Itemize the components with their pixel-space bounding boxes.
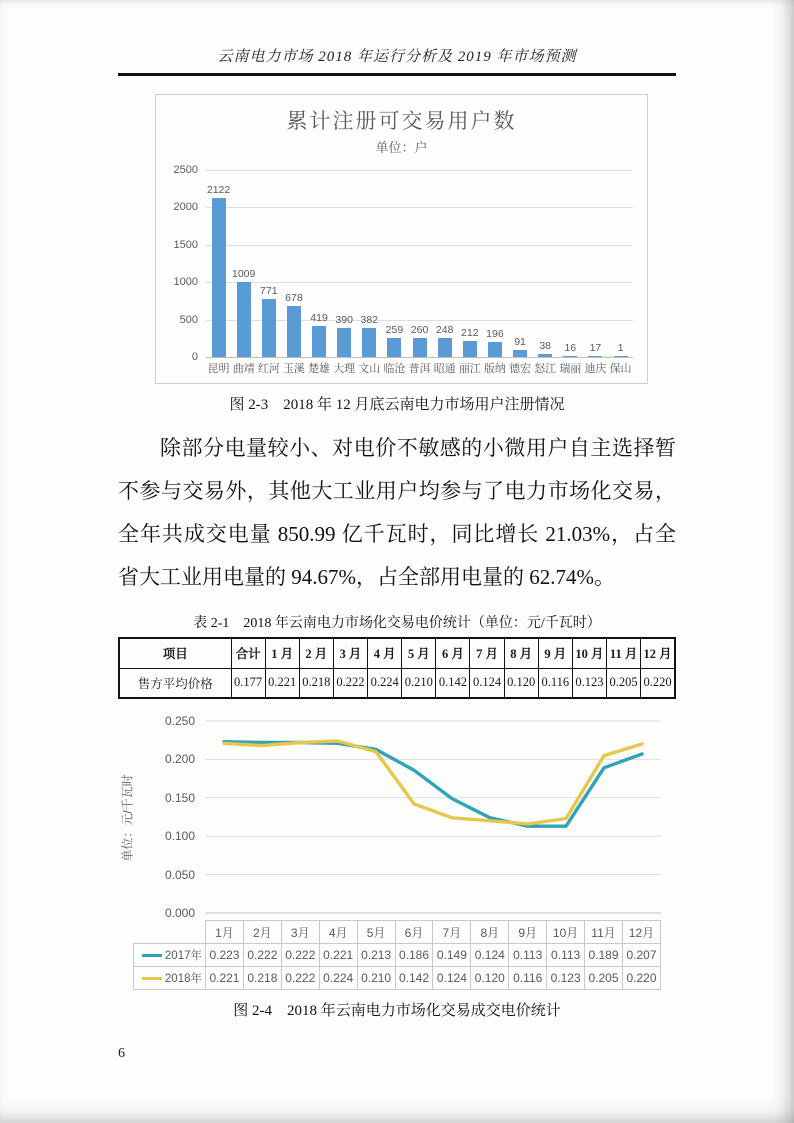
table-header-cell: 项目 <box>119 638 231 668</box>
bar-chart-x-tick: 玉溪 <box>282 363 305 375</box>
line-chart-value-cell: 0.221 <box>206 967 244 990</box>
bar <box>362 328 376 357</box>
legend-cell <box>134 967 206 990</box>
table-cell: 0.218 <box>299 668 333 698</box>
table-header-cell: 11 月 <box>607 638 641 668</box>
legend-cell <box>134 944 206 967</box>
bar <box>387 338 401 357</box>
line-chart-value-cell: 0.149 <box>433 944 471 967</box>
bar <box>312 326 326 357</box>
bar-value-label: 382 <box>360 314 379 327</box>
table-header-cell: 3 月 <box>333 638 367 668</box>
line-chart-table-row <box>134 944 661 967</box>
bar-column <box>231 268 256 357</box>
bar <box>614 356 628 357</box>
bar-value-label: 390 <box>335 313 353 326</box>
table-cell: 0.116 <box>538 668 572 698</box>
running-header-title: 云南电力市场 2018 年运行分析及 2019 年市场预测 <box>217 49 577 65</box>
line-chart-table-row <box>134 967 661 990</box>
line-chart-value-cell: 0.186 <box>395 944 433 967</box>
bar-column <box>558 342 583 357</box>
body-paragraph <box>118 427 676 599</box>
legend-label: 2017年 <box>164 950 202 962</box>
table-header-cell: 6 月 <box>436 638 470 668</box>
line-chart-value-cell: 0.120 <box>471 967 509 990</box>
bar-chart-x-tick: 普洱 <box>408 363 431 375</box>
line-chart-x-tick: 7月 <box>433 921 471 944</box>
bar-column <box>256 285 281 357</box>
bar-chart-xlabels <box>206 360 633 376</box>
bar-column <box>206 184 231 357</box>
bar-chart-y-tick: 2000 <box>173 201 198 214</box>
line-chart-y-tick: 0.200 <box>164 752 195 767</box>
line-chart-value-cell: 0.224 <box>319 967 357 990</box>
table-2-1-head <box>119 638 675 668</box>
bar-chart-x-tick: 昆明 <box>207 363 230 375</box>
bar-column <box>332 314 357 357</box>
line-chart-value-cell: 0.221 <box>319 944 357 967</box>
line-chart-value-cell: 0.220 <box>622 967 660 990</box>
line-chart-x-tick: 9月 <box>509 921 547 944</box>
bar <box>413 338 427 357</box>
bar-chart-y-tick: 500 <box>179 313 198 326</box>
bar <box>212 198 226 357</box>
bar-chart-y-tick: 1000 <box>173 276 198 289</box>
bar-chart-y-tick: 1500 <box>173 238 198 251</box>
line-chart-value-cell: 0.218 <box>243 967 281 990</box>
bar-chart-x-tick: 楚雄 <box>308 363 331 375</box>
bar <box>538 354 552 357</box>
bar <box>237 282 251 357</box>
bar <box>287 306 301 357</box>
bar-column <box>508 336 533 357</box>
line-chart-x-tick: 2月 <box>243 921 281 944</box>
bar-value-label: 91 <box>514 336 526 349</box>
bar <box>262 299 276 357</box>
table-cell: 0.120 <box>504 668 538 698</box>
line-chart-y-tick: 0.250 <box>164 714 195 728</box>
line-chart-value-cell: 0.207 <box>622 944 660 967</box>
legend-inner <box>134 970 205 986</box>
line-chart-table-header-row <box>134 921 661 944</box>
bar-chart-subtitle: 单位：户 <box>375 140 428 155</box>
bar-value-label: 1 <box>617 342 624 354</box>
line-chart-value-cell: 0.189 <box>585 944 623 967</box>
bar-chart-x-tick: 曲靖 <box>232 363 255 375</box>
legend-inner <box>134 947 205 963</box>
bar-column <box>357 314 382 357</box>
table-header-cell: 5 月 <box>402 638 436 668</box>
line-chart-value-cell: 0.222 <box>281 944 319 967</box>
line-chart-value-cell: 0.123 <box>547 967 585 990</box>
bar-chart-x-tick: 昭通 <box>433 363 456 375</box>
table-cell: 0.142 <box>436 668 470 698</box>
line-chart-table-corner <box>134 921 206 944</box>
legend-swatch-2018年 <box>142 977 162 980</box>
line-chart-y-tick: 0.100 <box>164 829 195 844</box>
bar-chart-x-tick: 迪庆 <box>584 363 607 375</box>
line-chart-x-tick: 8月 <box>471 921 509 944</box>
table-cell: 0.123 <box>572 668 606 698</box>
bar-value-label: 259 <box>385 323 404 336</box>
table-header-cell: 7 月 <box>470 638 504 668</box>
bar-column <box>432 324 457 357</box>
line-chart-x-tick: 4月 <box>319 921 357 944</box>
bar-chart-x-tick: 文山 <box>358 363 381 375</box>
series-line-2017年 <box>224 742 642 827</box>
line-chart-x-tick: 6月 <box>395 921 433 944</box>
table-cell: 0.177 <box>231 668 265 698</box>
line-chart-value-cell: 0.213 <box>357 944 395 967</box>
page-number: 6 <box>118 1046 125 1061</box>
bar-chart-x-tick: 怒江 <box>534 363 557 375</box>
table-2-1 <box>118 637 676 699</box>
bar-chart-y-tick: 2500 <box>173 164 198 176</box>
line-chart-value-cell: 0.142 <box>395 967 433 990</box>
line-chart <box>118 715 676 990</box>
table-2-1-caption: 表 2-1 2018 年云南电力市场化交易电价统计（单位：元/千瓦时） <box>193 616 601 631</box>
line-chart-y-axis-label: 单位：元/千瓦时 <box>120 773 135 862</box>
bar-column <box>583 342 608 357</box>
table-header-row <box>119 638 675 668</box>
table-cell: 0.124 <box>470 668 504 698</box>
bar-value-label: 196 <box>486 328 504 341</box>
bar-value-label: 260 <box>410 323 429 336</box>
bar-chart-title: 累计注册可交易用户数 <box>286 110 517 133</box>
running-header <box>118 0 676 76</box>
bar-chart <box>155 94 648 384</box>
bar-chart-x-tick: 保山 <box>609 363 632 375</box>
bar-column <box>307 312 332 357</box>
line-chart-value-cell: 0.205 <box>585 967 623 990</box>
paragraph-line: 除部分电量较小、对电价不敏感的小微用户自主选择暂 <box>160 436 676 460</box>
line-chart-x-tick: 10月 <box>547 921 585 944</box>
line-chart-x-tick: 12月 <box>622 921 660 944</box>
line-chart-value-cell: 0.116 <box>509 967 547 990</box>
line-chart-value-cell: 0.210 <box>357 967 395 990</box>
bar-chart-plot <box>173 164 633 363</box>
line-chart-y-tick: 0.000 <box>164 906 195 920</box>
figure-2-3-caption: 图 2-3 2018 年 12 月底云南电力市场用户注册情况 <box>229 397 565 413</box>
table-cell: 0.210 <box>402 668 436 698</box>
paragraph-line: 全年共成交电量 850.99 亿千瓦时，同比增长 21.03%，占全 <box>118 522 676 546</box>
bar-column <box>457 327 482 357</box>
bar-value-label: 771 <box>260 285 278 298</box>
bar-value-label: 678 <box>285 292 303 305</box>
line-chart-svg <box>205 715 661 920</box>
line-chart-x-tick: 11月 <box>585 921 623 944</box>
figure-2-4-caption: 图 2-4 2018 年云南电力市场化交易成交电价统计 <box>233 1003 561 1019</box>
line-chart-value-cell: 0.223 <box>206 944 244 967</box>
paragraph-line: 省大工业用电量的 94.67%，占全部用电量的 62.74%。 <box>118 565 615 589</box>
bar <box>588 356 602 357</box>
bar-chart-y-tick: 0 <box>191 351 198 363</box>
table-header-cell: 2 月 <box>299 638 333 668</box>
bar-column <box>533 340 558 357</box>
line-chart-y-tick: 0.050 <box>164 867 195 882</box>
bar-value-label: 1009 <box>232 267 256 280</box>
bar-column <box>281 292 306 357</box>
bar-chart-x-tick: 大理 <box>333 363 356 375</box>
line-chart-value-cell: 0.222 <box>243 944 281 967</box>
legend-swatch-2017年 <box>142 954 162 957</box>
bar-column <box>382 324 407 357</box>
line-chart-value-cell: 0.113 <box>547 944 585 967</box>
line-chart-x-tick: 3月 <box>281 921 319 944</box>
table-cell: 售方平均价格 <box>119 668 231 698</box>
table-header-cell: 4 月 <box>368 638 402 668</box>
line-chart-value-cell: 0.124 <box>433 967 471 990</box>
line-chart-plot <box>120 714 661 920</box>
bar-column <box>482 328 507 357</box>
bar-value-label: 419 <box>310 311 328 324</box>
table-cell: 0.224 <box>368 668 402 698</box>
table-2-1-body <box>119 668 675 698</box>
line-chart-x-tick: 5月 <box>357 921 395 944</box>
bar-column <box>608 342 633 357</box>
table-cell: 0.221 <box>265 668 299 698</box>
bar-value-label: 248 <box>435 324 454 337</box>
table-header-cell: 12 月 <box>641 638 675 668</box>
bar-column <box>407 324 432 357</box>
bar-value-label: 17 <box>589 341 602 354</box>
bar <box>488 342 502 357</box>
paragraph-line: 不参与交易外，其他大工业用户均参与了电力市场化交易， <box>118 479 676 503</box>
table-cell: 0.222 <box>333 668 367 698</box>
table-header-cell: 9 月 <box>538 638 572 668</box>
table-header-cell: 合计 <box>231 638 265 668</box>
bar-value-label: 16 <box>564 341 577 354</box>
bar <box>438 338 452 357</box>
legend-label: 2018年 <box>164 973 202 985</box>
bar-chart-x-tick: 瑞丽 <box>559 363 582 375</box>
bar-chart-x-tick: 红河 <box>257 363 280 375</box>
table-header-cell: 10 月 <box>572 638 606 668</box>
table-row <box>119 668 675 698</box>
bar-value-label: 2122 <box>206 184 231 197</box>
bar-value-label: 38 <box>539 340 552 353</box>
bar-chart-x-tick: 丽江 <box>458 363 481 375</box>
bar-chart-x-tick: 德宏 <box>509 363 532 375</box>
bar-chart-gridline <box>206 357 633 358</box>
bar-chart-x-tick: 版纳 <box>483 363 506 375</box>
bar-series <box>206 170 633 357</box>
line-chart-table <box>133 920 661 990</box>
bar-value-label: 212 <box>461 327 479 340</box>
bar <box>463 341 477 357</box>
table-header-cell: 8 月 <box>504 638 538 668</box>
table-cell: 0.220 <box>641 668 675 698</box>
table-header-cell: 1 月 <box>265 638 299 668</box>
bar <box>513 350 527 357</box>
bar <box>563 356 577 357</box>
table-cell: 0.205 <box>607 668 641 698</box>
line-chart-value-cell: 0.113 <box>509 944 547 967</box>
line-chart-x-tick: 1月 <box>206 921 244 944</box>
line-chart-value-cell: 0.124 <box>471 944 509 967</box>
bar-chart-x-tick: 临沧 <box>383 363 406 375</box>
line-chart-value-cell: 0.222 <box>281 967 319 990</box>
bar <box>337 328 351 357</box>
line-chart-y-tick: 0.150 <box>164 790 195 805</box>
